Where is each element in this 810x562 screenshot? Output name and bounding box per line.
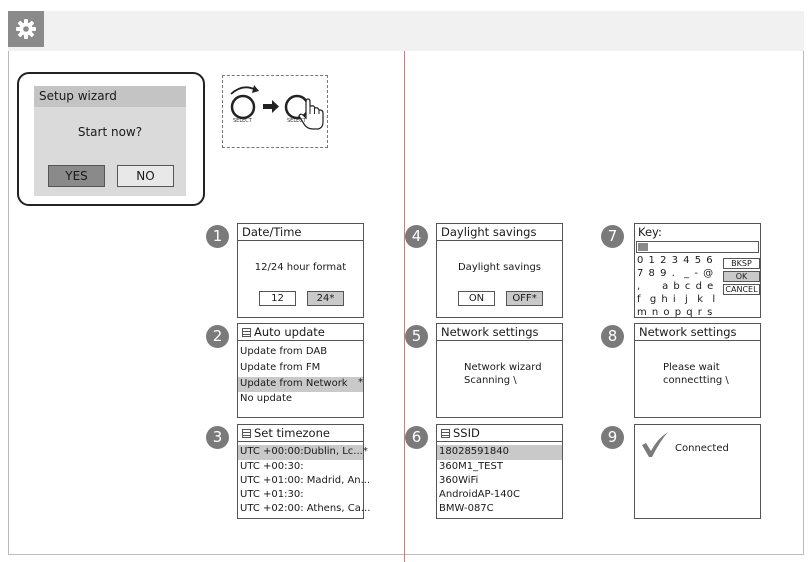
- option-24-button[interactable]: 24*: [307, 291, 344, 306]
- list-icon: [441, 429, 450, 438]
- step-8-badge: 8: [601, 325, 624, 348]
- select-label-right: SELECT: [287, 118, 306, 124]
- step-5-title: Network settings: [437, 324, 562, 341]
- step-3-title-text: Set timezone: [254, 426, 330, 440]
- step-1-screen: [237, 223, 364, 318]
- backspace-key[interactable]: BKSP: [723, 258, 760, 269]
- select-knob-left: [232, 96, 254, 118]
- select-label-left: SELECT: [233, 118, 252, 124]
- keyboard-row[interactable]: , a b c d e: [637, 281, 715, 292]
- list-item-selected[interactable]: UTC +00:00:Dublin, Lc...*: [240, 446, 368, 457]
- ok-key[interactable]: OK: [723, 271, 760, 282]
- step-1-title: Date/Time: [238, 224, 363, 241]
- rotate-arrow-icon: [231, 85, 259, 94]
- checkmark-icon: [640, 430, 670, 458]
- list-icon: [242, 328, 251, 337]
- keyboard-row[interactable]: 7 8 9 . _ - @: [637, 268, 715, 279]
- step-7-badge: 7: [601, 225, 624, 248]
- pointing-hand-icon: [299, 99, 323, 129]
- step-5-screen: [436, 323, 563, 418]
- step-6-title-text: SSID: [453, 426, 480, 440]
- list-item[interactable]: UTC +01:30:: [240, 489, 304, 500]
- settings-badge: [8, 11, 44, 47]
- step-4-title: Daylight savings: [437, 224, 562, 241]
- list-item[interactable]: Update from DAB: [240, 346, 328, 357]
- selected-marker: *: [358, 377, 363, 388]
- step-9-badge: 9: [601, 426, 624, 449]
- right-arrow-icon: [263, 100, 279, 113]
- step-3-badge: 3: [206, 426, 229, 449]
- step-3-screen: [237, 424, 371, 519]
- no-button[interactable]: NO: [117, 165, 174, 187]
- step-7-screen: [634, 223, 761, 318]
- step-6-badge: 6: [405, 426, 428, 449]
- page-divider: [404, 51, 405, 562]
- list-item-selected[interactable]: Update from Network: [240, 378, 348, 389]
- step-2-screen: [237, 323, 364, 418]
- setup-wizard-message: Start now?: [77, 125, 143, 139]
- step-8-screen: [634, 323, 761, 418]
- hour-format-label: 12/24 hour format: [254, 262, 347, 273]
- connected-text: Connected: [675, 443, 729, 454]
- list-item[interactable]: 360WiFi: [439, 475, 479, 486]
- keyboard-row[interactable]: f g h i j k l: [637, 294, 717, 305]
- step-8-title: Network settings: [635, 324, 760, 341]
- step-3-title: [238, 425, 363, 442]
- step-2-title: [238, 324, 363, 341]
- scanning-text: Scanning \: [464, 375, 517, 386]
- step-1-badge: 1: [206, 225, 229, 248]
- text-cursor: [638, 243, 648, 251]
- connecting-text: connectting \: [663, 375, 729, 386]
- list-item[interactable]: BMW-087C: [439, 503, 494, 514]
- step-2-badge: 2: [206, 325, 229, 348]
- gear-icon: [15, 18, 37, 40]
- step-4-screen: [436, 223, 563, 318]
- list-item[interactable]: Update from FM: [240, 362, 321, 373]
- list-item[interactable]: AndroidAP-140C: [439, 489, 520, 500]
- step-2-title-text: Auto update: [254, 325, 325, 339]
- step-7-title: Key:: [638, 225, 662, 239]
- list-item-selected[interactable]: 18028591840: [439, 446, 509, 457]
- list-icon: [242, 429, 251, 438]
- please-wait-text: Please wait: [663, 362, 720, 373]
- step-6-title: [437, 425, 562, 442]
- list-item[interactable]: UTC +02:00: Athens, Ca...: [240, 503, 371, 514]
- list-item[interactable]: UTC +00:30:: [240, 461, 304, 472]
- off-button[interactable]: OFF*: [506, 291, 543, 306]
- yes-button[interactable]: YES: [48, 165, 105, 187]
- step-4-badge: 4: [405, 225, 428, 248]
- list-item[interactable]: UTC +01:00: Madrid, An...: [240, 475, 371, 486]
- knob-illustration: [226, 80, 326, 146]
- keyboard-row[interactable]: 0 1 2 3 4 5 6: [637, 255, 714, 266]
- key-input-field[interactable]: [636, 241, 759, 253]
- select-knob-right: [286, 96, 308, 118]
- keyboard-row[interactable]: m n o p q r s: [637, 307, 714, 318]
- on-button[interactable]: ON: [458, 291, 495, 306]
- step-9-screen: [634, 424, 761, 519]
- list-item[interactable]: No update: [240, 393, 293, 404]
- daylight-savings-label: Daylight savings: [457, 262, 542, 273]
- step-6-screen: [436, 424, 563, 519]
- header-bar: [8, 11, 804, 51]
- cancel-key[interactable]: CANCEL: [723, 284, 760, 295]
- step-5-badge: 5: [405, 325, 428, 348]
- list-item[interactable]: 360M1_TEST: [439, 461, 503, 472]
- setup-wizard-title: Setup wizard: [34, 86, 186, 107]
- option-12-button[interactable]: 12: [259, 291, 296, 306]
- network-wizard-text: Network wizard: [464, 362, 542, 373]
